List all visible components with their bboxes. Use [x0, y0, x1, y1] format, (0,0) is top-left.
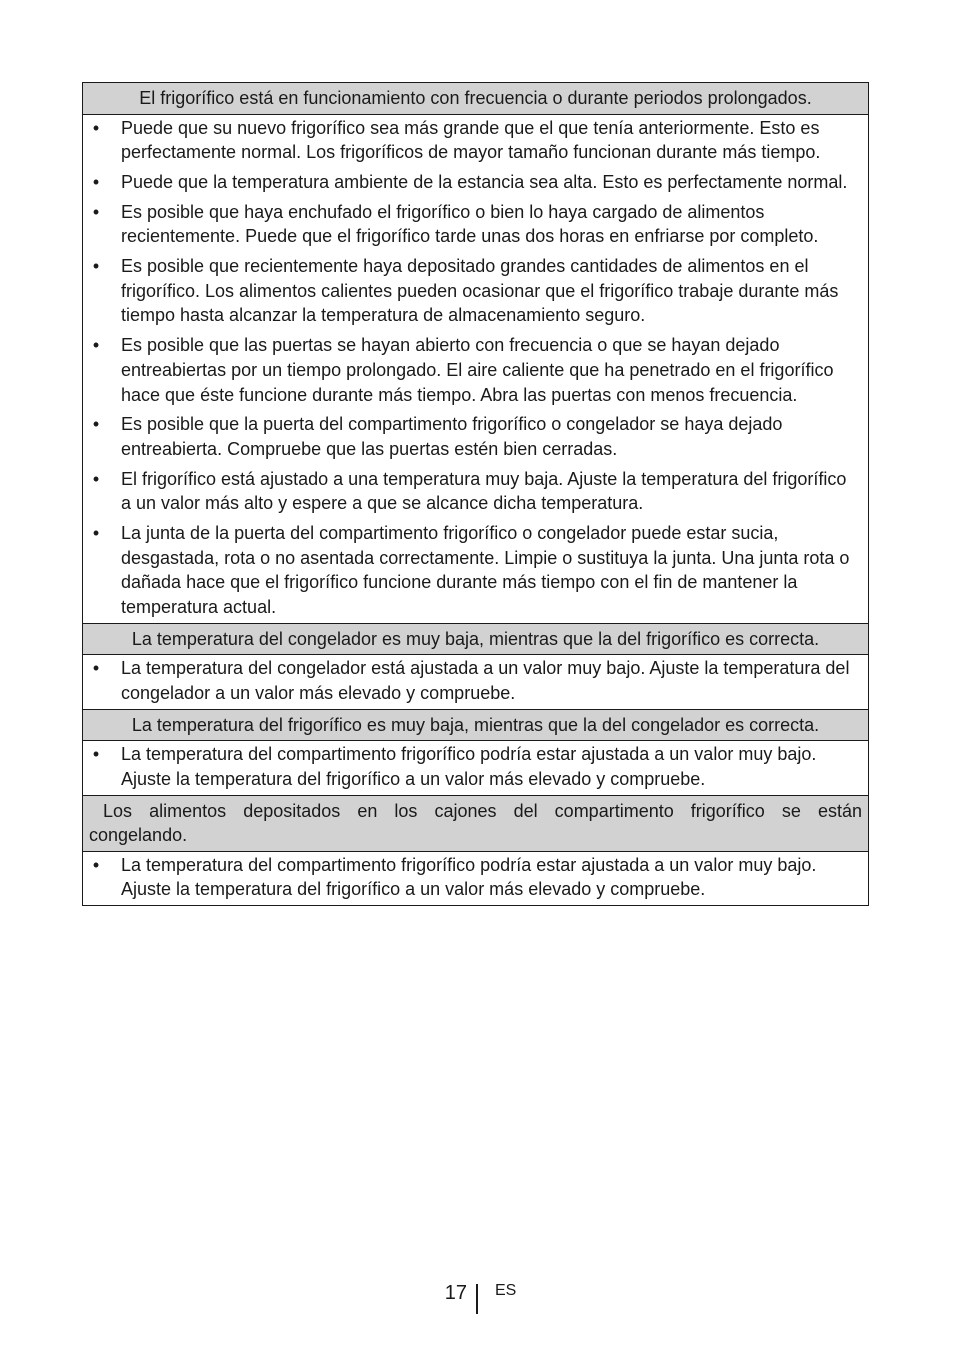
list-item-text: La temperatura del compartimento frigorífico podría estar ajustada a un valor muy bajo. Ajuste la temperatura del frigorífico a un valor más elevado y compruebe.: [121, 854, 817, 900]
section-header: [83, 796, 868, 852]
troubleshooting-table: [82, 82, 869, 906]
bullet-icon: •: [92, 117, 100, 138]
bullet-list: [83, 116, 868, 621]
list-item: [83, 170, 868, 200]
section-body: [83, 852, 868, 905]
list-item: [83, 116, 868, 170]
list-item: [83, 333, 868, 412]
list-item-text: Es posible que recientemente haya depositado grandes cantidades de alimentos en el frigorífico. Los alimentos calientes pueden ocasionar que el frigorífico trabaje durante más tiempo hasta alcanzar la temperatura de almacenamiento seguro.: [121, 256, 839, 326]
list-item: [83, 656, 868, 706]
list-item-text: La temperatura del compartimento frigorífico podría estar ajustada a un valor muy bajo. Ajuste la temperatura del frigorífico a un valor más elevado y compruebe.: [121, 744, 817, 789]
page-footer: [0, 1280, 954, 1320]
footer-divider: [476, 1284, 478, 1314]
bullet-icon: •: [92, 658, 100, 679]
list-item-text: La junta de la puerta del compartimento frigorífico o congelador puede estar sucia, desgastada, rota o no asentada correctamente. Limpie o sustituya la junta. Una junta rota o dañada hace que el frigorífico funcione durante más tiempo con el fin de mantener la temperatura actual.: [121, 523, 850, 618]
section-header: La temperatura del congelador es muy baja, mientras que la del frigorífico es correcta.: [83, 624, 868, 656]
bullet-icon: •: [92, 171, 100, 192]
page-number: 17: [444, 1282, 467, 1304]
list-item-text: El frigorífico está ajustado a una temperatura muy baja. Ajuste la temperatura del frigorífico a un valor más alto y espere a que se alcance dicha temperatura.: [121, 468, 847, 514]
bullet-icon: •: [92, 414, 100, 435]
bullet-icon: •: [92, 854, 100, 875]
list-item: [83, 254, 868, 333]
bullet-list: [83, 853, 868, 903]
bullet-icon: •: [92, 523, 100, 544]
bullet-icon: •: [92, 335, 100, 356]
list-item: [83, 853, 868, 903]
list-item-text: Es posible que la puerta del compartimento frigorífico o congelador se haya dejado entreabierta. Compruebe que las puertas estén bien cerradas.: [121, 414, 783, 459]
bullet-icon: •: [92, 201, 100, 222]
list-item: [83, 200, 868, 254]
language-code: ES: [495, 1282, 517, 1299]
list-item: [83, 467, 868, 521]
section-header: El frigorífico está en funcionamiento con frecuencia o durante periodos prolongados.: [83, 83, 868, 115]
section-header-line: congelando.: [89, 825, 188, 846]
list-item-text: Puede que su nuevo frigorífico sea más grande que el que tenía anteriormente. Esto es perfectamente normal. Los frigoríficos de mayor tamaño funcionan durante más tiempo.: [121, 117, 821, 163]
list-item-text: Es posible que haya enchufado el frigorífico o bien lo haya cargado de alimentos recientemente. Puede que el frigorífico tarde unas dos horas en enfriarse por completo.: [121, 201, 819, 247]
bullet-icon: •: [92, 744, 100, 765]
list-item: [83, 412, 868, 466]
bullet-list: [83, 742, 868, 792]
section-header-line: Los alimentos depositados en los cajones del compartimento frigorífico se están: [103, 800, 862, 821]
list-item: [83, 742, 868, 792]
list-item-text: La temperatura del congelador está ajustada a un valor muy bajo. Ajuste la temperatura del congelador a un valor más elevado y compruebe.: [121, 658, 850, 704]
list-item-text: Es posible que las puertas se hayan abierto con frecuencia o que se hayan dejado entreabiertas por un tiempo prolongado. El aire caliente que ha penetrado en el frigorífico hace que éste funcione durante más tiempo. Abra las puertas con menos frecuencia.: [121, 335, 834, 405]
section-body: [83, 115, 868, 624]
bullet-icon: •: [92, 256, 100, 277]
section-body: [83, 741, 868, 795]
list-item-text: Puede que la temperatura ambiente de la estancia sea alta. Esto es perfectamente normal.: [121, 171, 848, 192]
bullet-list: [83, 656, 868, 706]
list-item: [83, 521, 868, 621]
section-body: [83, 655, 868, 709]
section-header: La temperatura del frigorífico es muy baja, mientras que la del congelador es correcta.: [83, 710, 868, 742]
bullet-icon: •: [92, 468, 100, 489]
